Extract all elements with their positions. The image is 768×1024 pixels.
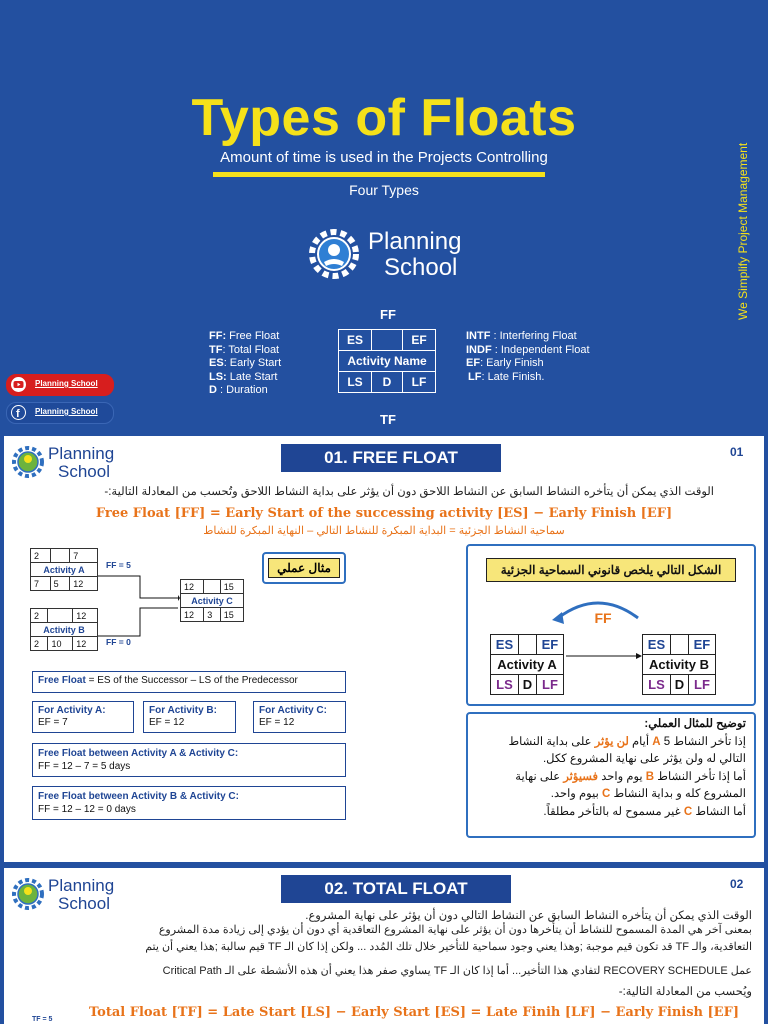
section2-line1: الوقت الذي يمكن أن يتأخره النشاط السابق عن النشاط التالي دون أن يؤثر على نهاية المشروع. xyxy=(305,910,752,922)
activity-node-diagram xyxy=(338,329,436,393)
node-activity-name: Activity Name xyxy=(339,351,436,372)
youtube-label: Planning School xyxy=(35,379,98,388)
law-summary-header: الشكل التالي يلخص قانوني السماحية الجزئية xyxy=(486,558,736,582)
section1-formula-arabic: سماحية النشاط الجزئية = البداية المبكرة للنشاط التالي – النهاية المبكرة للنشاط xyxy=(203,525,565,537)
svg-text:f: f xyxy=(16,408,20,419)
legend-item: INDF : Independent Float xyxy=(466,343,590,356)
facebook-label: Planning School xyxy=(35,407,98,416)
activity-a-ff: FF = 5 xyxy=(106,560,131,570)
legend-item: LF: Late Finish. xyxy=(468,370,545,383)
section2-line5: ويُحسب من المعادلة التالية:- xyxy=(618,986,752,998)
law-ff-label: FF xyxy=(594,610,612,626)
for-activity-a-box: For Activity A: EF = 7 xyxy=(32,701,134,733)
title-underline xyxy=(213,172,545,177)
legend-left xyxy=(209,330,281,398)
logo-text-school: School xyxy=(384,254,458,281)
legend-item: FF: Free Float xyxy=(209,330,280,342)
facebook-link[interactable] xyxy=(6,402,114,424)
example-label: مثال عملي xyxy=(268,558,340,578)
page-subtitle: Amount of time is used in the Projects Controlling xyxy=(220,149,548,166)
section1-formula: Free Float [FF] = Early Start of the successing activity [ES] − Early Finish [EF] xyxy=(95,506,673,521)
tagline-vertical: We Simplify Project Management xyxy=(736,142,750,320)
section2-tf-label: TF = 5 xyxy=(32,1016,53,1023)
law-activity-a-node: ES EF Activity A LS D LF xyxy=(490,634,564,695)
planning-school-logo xyxy=(306,226,476,282)
section1-logo xyxy=(10,442,120,482)
gear-logo-icon xyxy=(10,876,46,912)
explanation-line: المشروع كله و بداية النشاط C بيوم واحد. xyxy=(550,788,746,800)
section1-title: 01. FREE FLOAT xyxy=(281,444,501,472)
explanation-line: أما إذا تأخر النشاط B يوم واحد فسيؤثر على نهاية xyxy=(515,770,746,783)
section-total-float xyxy=(4,868,764,1024)
section2-title: 02. TOTAL FLOAT xyxy=(281,875,511,903)
rule-box: Free Float = ES of the Successor – LS of the Predecessor xyxy=(32,671,346,693)
explanation-line: التالي له ولن يؤثر على نهاية المشروع ككل. xyxy=(542,753,746,765)
logo-text-planning: Planning xyxy=(368,228,462,255)
legend-item: TF: Total Float xyxy=(209,343,280,356)
activity-a-node: 2 7 Activity A 7 5 12 xyxy=(30,548,98,591)
facebook-icon xyxy=(11,405,26,420)
connector-arrows xyxy=(30,546,244,664)
logo-text-planning: Planning xyxy=(48,876,115,895)
explanation-line: أما النشاط C غير مسموح له بالتأخر مطلقاً. xyxy=(543,805,746,818)
gear-logo-icon xyxy=(10,444,46,480)
activity-b-node: 2 12 Activity B 2 10 12 xyxy=(30,608,98,651)
node-ls: LS xyxy=(339,372,372,393)
law-activity-b-node: ES EF Activity B LS D LF xyxy=(642,634,716,695)
for-activity-c-box: For Activity C: EF = 12 xyxy=(253,701,346,733)
activity-c-node: 12 15 Activity C 12 3 15 xyxy=(180,579,244,622)
logo-text-school: School xyxy=(58,894,110,913)
explanation-title: توضيح للمثال العملي: xyxy=(644,718,746,730)
node-ef: EF xyxy=(403,330,436,351)
section2-line3: التعاقدية، والـ TF قد تكون قيم موجبة ;وهذا يعني وجود سماحية للتأخير خلال تلك المُدد ... ولكن إذا كان الـ TF قيم سالبة ;هذا يعني أن يتم xyxy=(145,941,752,953)
four-types-label: Four Types xyxy=(349,182,419,198)
legend-item: LS: Late Start xyxy=(209,370,278,383)
legend-item: D : Duration xyxy=(209,384,268,396)
section1-number: 01 xyxy=(730,445,744,459)
example-explanation-box xyxy=(466,712,756,838)
explanation-line: إذا تأخر النشاط A 5 أيام لن يؤثر على بداية النشاط xyxy=(508,735,746,748)
legend-item: EF: Early Finish xyxy=(466,357,544,369)
section2-line2: بمعنى آخر هي المدة المسموح للنشاط أن يتأخرها دون أن يؤثر على نهاية المشروع التعاقدية أي دون أن يؤدي إلى زيادة مدة المشروع xyxy=(158,924,752,936)
page-title: Types of Floats xyxy=(191,89,577,147)
example-network-diagram xyxy=(30,546,244,664)
for-activity-b-box: For Activity B: EF = 12 xyxy=(143,701,236,733)
gear-logo-icon xyxy=(306,226,364,282)
section2-number: 02 xyxy=(730,877,744,891)
node-empty xyxy=(372,330,403,351)
youtube-link[interactable] xyxy=(6,374,114,396)
legend-item: ES: Early Start xyxy=(209,357,282,369)
section1-definition: الوقت الذي يمكن أن يتأخره النشاط السابق عن النشاط اللاحق دون أن يؤثر على بداية النشاط اللاحق وتُحسب من المعادلة التالية:- xyxy=(104,486,714,498)
example-label-box xyxy=(262,552,346,584)
node-d: D xyxy=(372,372,403,393)
node-es: ES xyxy=(339,330,372,351)
logo-text-school: School xyxy=(58,462,110,481)
node-ff-label: FF xyxy=(380,307,396,322)
node-lf: LF xyxy=(403,372,436,393)
legend-item: INTF : Interfering Float xyxy=(466,330,577,342)
legend-right xyxy=(466,330,590,384)
youtube-icon xyxy=(11,377,26,392)
between-ac-box: Free Float between Activity A & Activity C: FF = 12 – 7 = 5 days xyxy=(32,743,346,777)
activity-b-ff: FF = 0 xyxy=(106,637,131,647)
between-bc-box: Free Float between Activity B & Activity C: FF = 12 – 12 = 0 days xyxy=(32,786,346,820)
law-summary-box xyxy=(466,544,756,706)
section2-line4: عمل RECOVERY SCHEDULE لتفادي هذا التأخير... أما إذا كان الـ TF يساوي صفر هذا يعني أن هذه الأنشطة على الـ Critical Path xyxy=(162,965,752,977)
node-tf-label: TF xyxy=(380,412,396,427)
logo-text-planning: Planning xyxy=(48,444,115,463)
section-free-float xyxy=(4,436,764,862)
section2-formula: Total Float [TF] = Late Start [LS] − Early Start [ES] = Late Finih [LF] − Early Finish [EF] xyxy=(89,1005,739,1020)
